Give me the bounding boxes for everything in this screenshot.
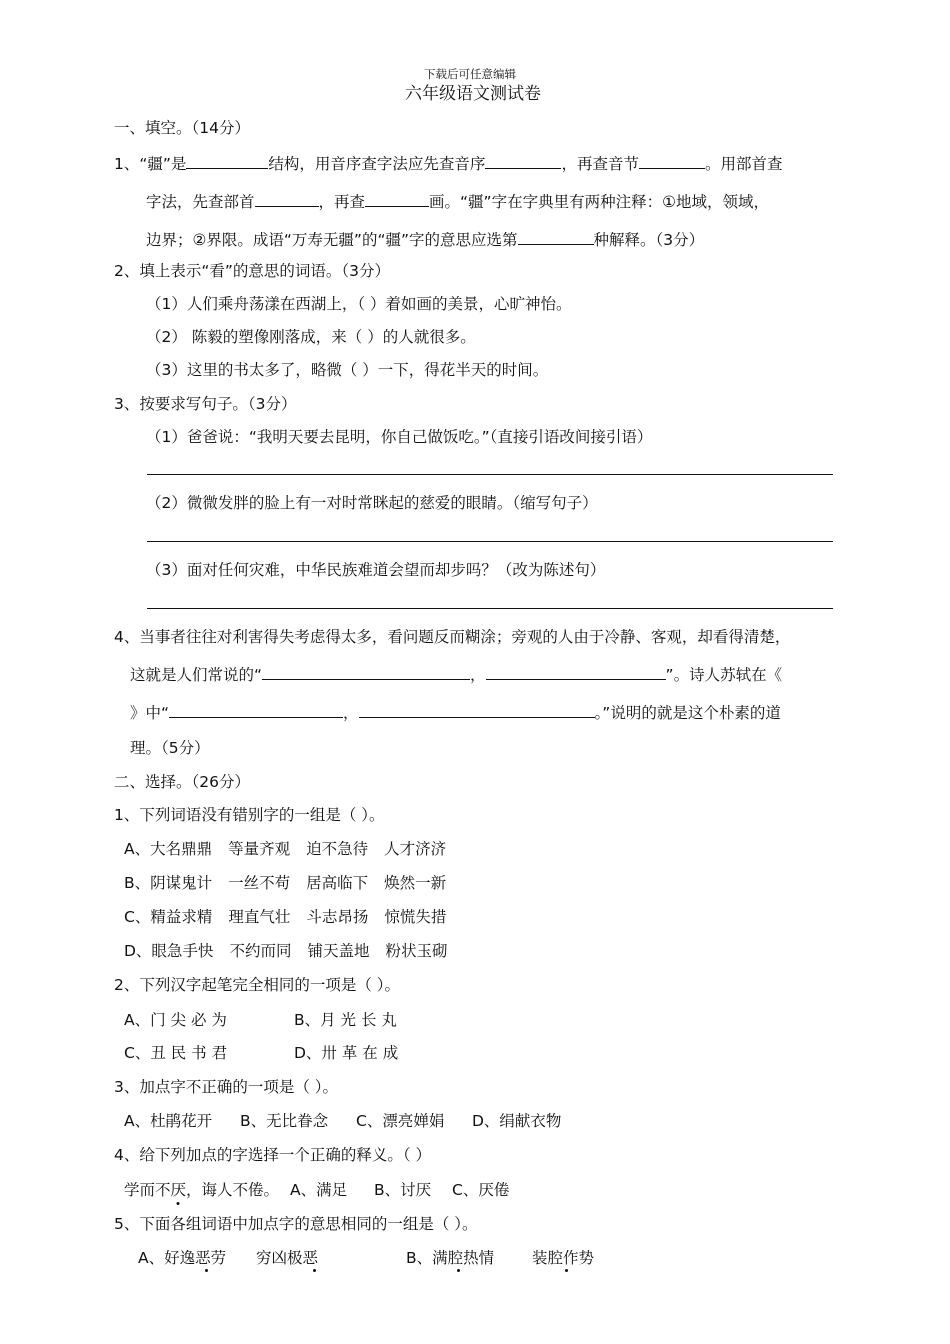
s1-q4-line3 (130, 701, 781, 723)
s2-q4-heading: 4、给下列加点的字选择一个正确的释义。（ ） (114, 1146, 432, 1164)
emphasis-dot (565, 1269, 568, 1272)
s2-q4-option-a[interactable]: A、满足 (290, 1181, 348, 1199)
s1-q1-text-b: 结构，用音序查字法应先查音序 (268, 155, 486, 173)
s2-q3-option-d[interactable]: D、绢献衣物 (472, 1112, 562, 1130)
s1-q4-text-a: 这就是人们常说的“ (130, 666, 263, 684)
option-term: B、阴谋鬼计 (124, 874, 213, 892)
s1-q3-item: （3）面对任何灾难，中华民族难道会望而却步吗？（改为陈述句） (146, 561, 606, 579)
option-term: 居高临下 (306, 874, 369, 892)
section1-heading: 一、填空。（14分） (114, 119, 250, 137)
s1-q4-text-f: 。”说明的就是这个朴素的道 (594, 704, 781, 722)
page-title: 六年级语文测试卷 (405, 84, 541, 104)
s1-q4-text-c: ”。诗人苏轼在《 (665, 666, 783, 684)
answer-line[interactable] (147, 541, 833, 542)
option-term: 等量齐观 (228, 840, 291, 858)
s1-q1-text-d: 。用部首查 (704, 155, 783, 173)
s2-q3-option-a[interactable]: A、杜鹃花开 (124, 1112, 213, 1130)
s2-q4-option-c[interactable]: C、厌倦 (452, 1181, 510, 1199)
header-note: 下载后可任意编辑 (424, 67, 516, 81)
answer-blank[interactable] (262, 663, 470, 680)
s1-q1-text-e: 字法，先查部首 (146, 193, 255, 211)
option-term: 迫不急待 (306, 840, 369, 858)
s1-q1-text-h: 边界；②界限。成语“万寿无疆”的“疆”字的意思应选第 (146, 231, 518, 249)
s2-q5-option-b2[interactable]: 装腔作势 (532, 1249, 595, 1267)
s2-q1-heading: 1、下列词语没有错别字的一组是（ ）。 (114, 806, 385, 824)
emphasis-dot (313, 1269, 316, 1272)
answer-blank[interactable] (486, 663, 666, 680)
s1-q2-item: （3）这里的书太多了，略微（ ）一下，得花半天的时间。 (146, 361, 549, 379)
s1-q2-item: （2） 陈毅的塑像刚落成，来（ ）的人就很多。 (146, 328, 476, 346)
answer-blank[interactable] (639, 152, 705, 169)
s2-q1-option-d[interactable] (124, 941, 447, 961)
answer-blank[interactable] (485, 152, 561, 169)
answer-line[interactable] (147, 474, 833, 475)
s2-q5-heading: 5、下面各组词语中加点字的意思相同的一组是（ ）。 (114, 1215, 478, 1233)
option-term: 惊慌失措 (384, 908, 447, 926)
answer-blank[interactable] (518, 228, 594, 245)
s2-q1-option-a[interactable] (124, 839, 446, 859)
emphasis-dot (205, 1269, 208, 1272)
s1-q4-text-e: ， (343, 704, 359, 722)
answer-blank[interactable] (186, 152, 268, 169)
option-term: 不约而同 (229, 942, 292, 960)
s1-q4-line1: 4、当事者往往对利害得失考虑得太多，看问题反而糊涂；旁观的人由于冷静、客观，却看得清楚， (114, 628, 791, 646)
s2-q3-option-c[interactable]: C、漂亮婵娟 (356, 1112, 445, 1130)
answer-blank[interactable] (365, 190, 429, 207)
option-term: A、大名鼎鼎 (124, 840, 213, 858)
option-term: C、精益求精 (124, 908, 213, 926)
s2-q3-heading: 3、加点字不正确的一项是（ ）。 (114, 1078, 339, 1096)
s1-q1-text-a: 1、“疆”是 (114, 155, 187, 173)
answer-line[interactable] (147, 608, 833, 609)
s1-q1-text-i: 种解释。（3分） (593, 231, 705, 249)
s2-q1-option-b[interactable] (124, 873, 446, 893)
s1-q3-item: （2）微微发胖的脸上有一对时常眯起的慈爱的眼睛。（缩写句子） (146, 494, 598, 512)
s1-q2-item: （1）人们乘舟荡漾在西湖上，（ ）着如画的美景，心旷神怡。 (146, 295, 572, 313)
option-term: 焕然一新 (384, 874, 447, 892)
s2-q2-heading: 2、下列汉字起笔完全相同的一项是（ ）。 (114, 976, 401, 994)
s1-q4-line4: 理。（5分） (130, 739, 210, 757)
s1-q1-line1 (114, 152, 782, 174)
s2-q4-option-b[interactable]: B、讨厌 (374, 1181, 432, 1199)
s2-q5-option-a2[interactable]: 穷凶极恶 (256, 1249, 319, 1267)
option-term: 一丝不苟 (228, 874, 291, 892)
option-term: 理直气壮 (228, 908, 291, 926)
s1-q1-text-g: 画。“疆”字在字典里有两种注释：①地域，领域， (429, 193, 769, 211)
s1-q1-text-c: ，再查音节 (561, 155, 639, 173)
s2-q2-option-d[interactable]: D、卅 革 在 成 (294, 1044, 399, 1062)
option-term: D、眼急手快 (124, 942, 214, 960)
option-term: 粉状玉砌 (385, 942, 448, 960)
s2-q5-option-a1[interactable]: A、好逸恶劳 (138, 1249, 227, 1267)
s2-q2-option-c[interactable]: C、丑 民 书 君 (124, 1044, 228, 1062)
option-term: 铺天盖地 (307, 942, 370, 960)
emphasis-dot (457, 1269, 460, 1272)
answer-blank[interactable] (169, 701, 343, 718)
sentence-text: 学而不 (124, 1181, 171, 1199)
answer-blank[interactable] (255, 190, 319, 207)
s2-q2-option-a[interactable]: A、门 尖 必 为 (124, 1011, 227, 1029)
s1-q1-line2 (146, 190, 769, 212)
section2-heading: 二、选择。（26分） (114, 773, 250, 791)
s1-q4-line2 (130, 663, 782, 685)
s1-q2-heading: 2、填上表示“看”的意思的词语。（3分） (114, 262, 391, 280)
s2-q2-option-b[interactable]: B、月 光 长 丸 (294, 1011, 397, 1029)
s1-q4-text-d: 》中“ (130, 704, 170, 722)
s1-q3-heading: 3、按要求写句子。（3分） (114, 395, 297, 413)
s1-q1-text-f: ，再查 (318, 193, 366, 211)
option-term: 人才济济 (384, 840, 447, 858)
s1-q3-item: （1）爸爸说：“我明天要去昆明，你自己做饭吃。”（直接引语改间接引语） (146, 428, 653, 446)
s1-q4-text-b: ， (470, 666, 486, 684)
s1-q1-line3 (146, 228, 704, 250)
option-term: 斗志昂扬 (306, 908, 369, 926)
sentence-text: ，诲人不倦。 (186, 1181, 280, 1199)
answer-blank[interactable] (359, 701, 595, 718)
s2-q3-option-b[interactable]: B、无比眷念 (240, 1112, 329, 1130)
dotted-char: 厌 (170, 1181, 187, 1199)
s2-q4-sentence (124, 1180, 279, 1200)
s2-q5-option-b1[interactable]: B、满腔热情 (406, 1249, 495, 1267)
s2-q1-option-c[interactable] (124, 907, 446, 927)
